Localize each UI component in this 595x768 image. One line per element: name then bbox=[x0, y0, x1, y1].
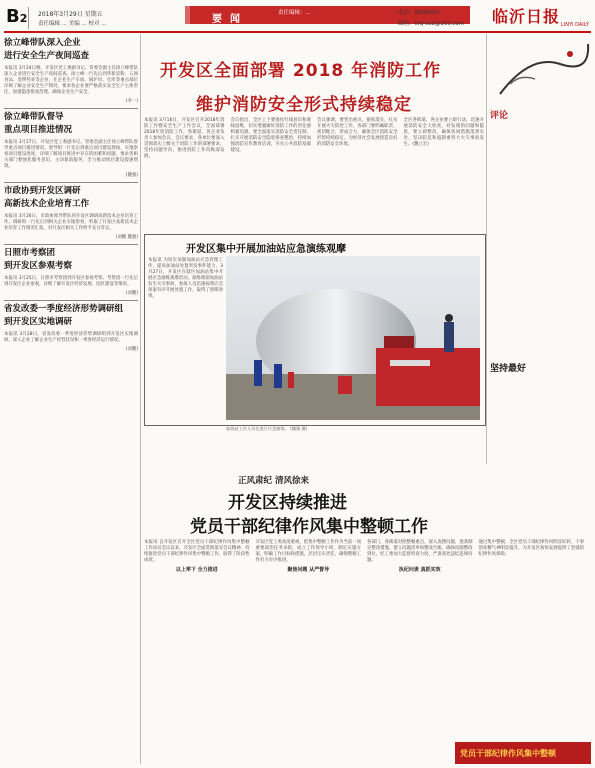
column-divider bbox=[140, 34, 141, 764]
lead-source: (魏立宏) bbox=[412, 142, 429, 147]
divider bbox=[4, 182, 138, 183]
subhead: 执纪问责 真抓实效 bbox=[398, 567, 441, 573]
article-body: 本报讯 3月25日，日照市考察团到开发区参观考察。考察团一行先后到开发区企业参观，详细了解开发区经济发展、园区建设等情况。 bbox=[4, 276, 138, 287]
text-column: 开发区党工委高度重视，把集中整顿工作作为当前一项重要政治任务来抓，成立工作领导小组，制定实施方案，明确工作目标和措施，层层压实责任，确保整顿工作有力有序推进。 聚焦问题 从严督导 bbox=[255, 540, 361, 573]
text-column: 会议指出，全区上下要强化红线意识和底线思维，切实增强做好消防工作的责任感和紧迫感。要全面落实消防安全责任制，扎实开展消防安全隐患排查整治，持续加强消防宣传教育培训，夯实公共消防基础建设。 bbox=[230, 118, 311, 153]
phone: 电话：8800500 bbox=[398, 10, 439, 16]
page-number: B2 bbox=[6, 6, 28, 27]
editor-info: 责任编辑：... bbox=[278, 10, 311, 16]
right-column bbox=[490, 34, 591, 464]
commentary-title: 评论 bbox=[490, 111, 509, 121]
header-rule bbox=[4, 31, 591, 33]
article-source: (李一) bbox=[125, 99, 138, 104]
column-divider bbox=[486, 34, 487, 464]
photo-story-text: 本报讯 为切实加强加油站应急管理工作，提高加油站处置突发事件能力，3月27日，开发区在辖区加油站集中开展应急演练观摩活动。演练模拟加油站发生火灾事故，参演人员迅速按照应急预案有序开展处置工作，取得了预期效果。 bbox=[148, 258, 223, 299]
article-headline: 徐立峰带队深入企业 bbox=[4, 38, 81, 48]
divider bbox=[4, 244, 138, 245]
story-kicker: 正风肃纪 清风徐来 bbox=[238, 476, 309, 486]
article-headline: 日照市考察团 bbox=[4, 248, 56, 258]
text-column: 本报讯 3月16日，开发区召开2018年消防工作暨安全生产工作会议，全面部署2018年度消防工作，各街道、各企业负责人参加会议。会议要求，各单位要深入贯彻落实上级关于消防工作的部署要求，坚持问题导向，推进消防工作向纵深发展。 bbox=[144, 118, 225, 159]
article-subheadline: 到开发区参观考察 bbox=[4, 261, 73, 271]
article-subheadline: 高新技术企业培育工作 bbox=[4, 199, 90, 209]
story-subheadline: 党员干部纪律作风集中整顿工作 bbox=[190, 517, 428, 537]
lead-body bbox=[144, 118, 484, 160]
drill-photo bbox=[226, 256, 480, 420]
text-column: 会议强调，要突出重点，狠抓落实，扎实开展火灾防控工作。各部门要明确职责、密切配合、形成合力，确保全区消防安全形势持续稳定，为经济社会发展创造良好的消防安全环境。 bbox=[317, 118, 398, 147]
email: 邮箱：kfq-xcb@163.com bbox=[398, 21, 465, 27]
article-headline: 市政协到开发区调研 bbox=[4, 186, 81, 196]
section-name: 要闻 bbox=[212, 14, 248, 25]
divider bbox=[4, 300, 138, 301]
newspaper-logo-sub: LINYI DAILY bbox=[561, 22, 589, 28]
lead-subheadline: 维护消防安全形式持续稳定 bbox=[196, 95, 412, 115]
article-headline: 徐立峰带队督导 bbox=[4, 112, 64, 122]
left-article bbox=[4, 248, 138, 296]
lead-headline: 开发区全面部署 2018 年消防工作 bbox=[160, 61, 442, 81]
article-source: (刘鹏 魏强) bbox=[115, 235, 138, 240]
text-column: 各部门、各街道对照整顿重点，深入查摆问题，逐条制定整改措施，建立问题清单和整改台账，确保问题整改到位。纪工委加大监督检查力度，严肃查处违纪违规问题。 执纪问责 真抓实效 bbox=[367, 540, 473, 573]
photo-caption: 加油站工作人员在进行应急演练。 (魏强 摄) bbox=[226, 426, 308, 431]
article-subheadline: 到开发区实地调研 bbox=[4, 317, 73, 327]
article-subheadline: 进行安全生产夜间巡查 bbox=[4, 51, 90, 61]
article-headline: 省发改委一季度经济形势调研组 bbox=[4, 304, 124, 314]
article-source: (刘鹏) bbox=[125, 347, 138, 352]
ink-painting bbox=[490, 34, 591, 104]
article-source: (刘鹏) bbox=[125, 291, 138, 296]
left-article bbox=[4, 38, 138, 104]
article-subheadline: 重点项目推进情况 bbox=[4, 125, 73, 135]
article-body: 本报讯 3月27日，开发区党工委副书记、管委会副主任徐立峰带队督导重点项目推进情况。督导组一行先后到重点项目建设现场，实地察看项目建设进度，详细了解项目推进中存在的困难和问题，要求各相关部门要强化服务意识，主动靠前服务，全力推动项目建设提速增效。 bbox=[4, 140, 138, 169]
left-article bbox=[4, 186, 138, 240]
header-divider bbox=[28, 7, 29, 29]
photo-story-title: 开发区集中开展加油站应急演练观摩 bbox=[186, 244, 346, 255]
staff-line: 责任编辑 ... 美编 ... 校对 ... bbox=[38, 21, 107, 27]
article-source: (魏强) bbox=[125, 173, 138, 178]
article-body: 本报讯 3月26日，市政协领导带队到开发区调研高新技术企业培育工作。调研组一行先后到相关企业实地察看，听取了开发区高新技术企业培育工作情况汇报，对开发区相关工作给予充分肯定。 bbox=[4, 214, 138, 231]
article-body: 本报讯 3月28日，省发改委一季度经济形势调研组到开发区实地调研，深入企业了解企业生产经营状况和一季度经济运行情况。 bbox=[4, 332, 138, 343]
subhead: 以上率下 全力推进 bbox=[175, 567, 218, 573]
divider bbox=[4, 108, 138, 109]
text-column: 本报讯 自开发区召开全区党员干部纪律作风集中整顿工作动员会议以来，开发区全面贯彻落实会议精神，持续推进党员干部纪律作风集中整顿工作，取得了阶段性成效。 以上率下 全力推进 bbox=[144, 540, 250, 573]
text-column: 通过集中整顿，全区党员干部纪律作风明显好转，干事创业精气神明显提升，为开发区加快发展提供了坚强的纪律作风保障。 bbox=[478, 540, 584, 557]
story-body bbox=[144, 540, 584, 576]
article-body: 本报讯 3月24日晚，开发区党工委副书记、管委会副主任徐立峰带队深入企业进行安全生产夜间巡查。徐立峰一行先后到华新淀粉、五洲食品、金锣药业等企业，在企业生产车间、锅炉房、仓库等重点部位详细了解企业安全生产情况，要求各企业要严格落实安全生产主体责任，加强隐患排查治理，确保企业生产安全。 bbox=[4, 66, 138, 95]
side-heading: 坚持最好 bbox=[490, 364, 527, 374]
issue-date: 2018年3月29日 星期五 bbox=[38, 11, 103, 18]
story-headline: 开发区持续推进 bbox=[228, 493, 347, 513]
newspaper-logo: 临沂日报 bbox=[492, 7, 561, 26]
left-article bbox=[4, 304, 138, 352]
text-column: 全区各街道、各企业要立即行动，迅速开展消防安全大检查，对发现的问题和隐患，要立即整改，确保各项措施落到实处，坚决防范和遏制重特大火灾事故发生。(魏立宏) bbox=[403, 118, 484, 147]
campaign-banner-text: 党员干部纪律作风集中整顿 bbox=[460, 749, 556, 758]
subhead: 聚焦问题 从严督导 bbox=[287, 567, 330, 573]
left-article bbox=[4, 112, 138, 178]
left-column bbox=[4, 38, 138, 356]
